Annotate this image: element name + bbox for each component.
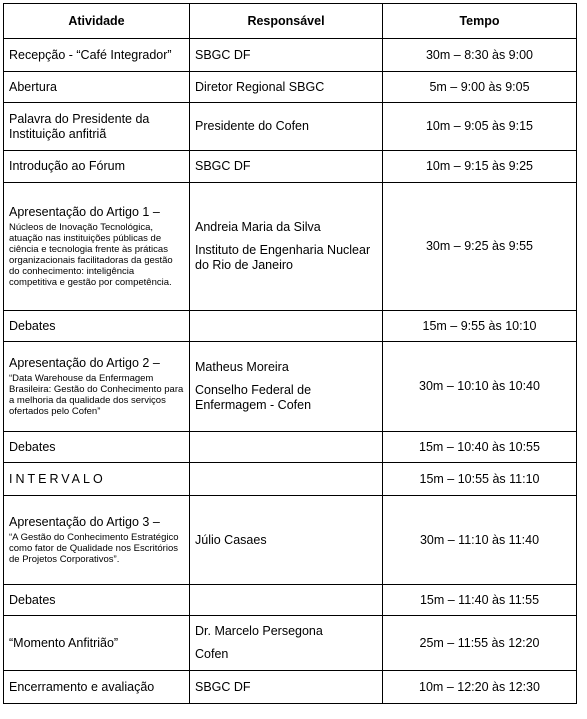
- article-subtitle: “A Gestão do Conhecimento Estratégico como fator de Qualidade nos Escritórios de Projetos Corporativos”.: [9, 532, 179, 565]
- responsible-cell: Presidente do Cofen: [190, 103, 383, 151]
- time-cell: 15m – 10:40 às 10:55: [383, 432, 577, 463]
- responsible-cell: [190, 183, 383, 311]
- presenter-name: Andreia Maria da Silva: [195, 220, 321, 234]
- time-cell: 30m – 8:30 às 9:00: [383, 39, 577, 72]
- presenter-name: Dr. Marcelo Persegona: [195, 624, 323, 638]
- activity-cell: “Momento Anfitrião”: [4, 616, 190, 671]
- responsible-cell: [190, 432, 383, 463]
- activity-cell: Palavra do Presidente da Instituição anfitriã: [4, 103, 190, 151]
- article-subtitle: “Data Warehouse da Enfermagem Brasileira: Gestão do Conhecimento para a melhoria da qualidade dos serviços ofertados pelo Cofen”: [9, 373, 184, 417]
- time-cell: 15m – 11:40 às 11:55: [383, 585, 577, 616]
- time-cell: 30m – 11:10 às 11:40: [383, 496, 577, 585]
- activity-cell: Debates: [4, 585, 190, 616]
- responsible-cell: [190, 311, 383, 342]
- table-row: [4, 342, 577, 432]
- activity-cell: Recepção - “Café Integrador”: [4, 39, 190, 72]
- header-row: [4, 4, 577, 39]
- activity-cell: Debates: [4, 432, 190, 463]
- responsible-cell: [190, 616, 383, 671]
- time-cell: 15m – 10:55 às 11:10: [383, 463, 577, 496]
- presenter-name: Matheus Moreira: [195, 360, 289, 374]
- table-row: [4, 103, 577, 151]
- table-row: [4, 496, 577, 585]
- activity-cell: Debates: [4, 311, 190, 342]
- header-atividade: Atividade: [4, 4, 190, 39]
- time-cell: 30m – 9:25 às 9:55: [383, 183, 577, 311]
- time-cell: 5m – 9:00 às 9:05: [383, 72, 577, 103]
- table-row: [4, 585, 577, 616]
- time-cell: 25m – 11:55 às 12:20: [383, 616, 577, 671]
- activity-title: Apresentação do Artigo 1 –: [9, 205, 160, 219]
- activity-cell: INTERVALO: [4, 463, 190, 496]
- table-row: [4, 72, 577, 103]
- table-row: [4, 432, 577, 463]
- activity-title: Apresentação do Artigo 3 –: [9, 515, 160, 529]
- activity-cell: [4, 342, 190, 432]
- table-row: [4, 463, 577, 496]
- responsible-cell: [190, 585, 383, 616]
- presenter-institution: Conselho Federal de Enfermagem - Cofen: [195, 383, 312, 412]
- time-cell: 15m – 9:55 às 10:10: [383, 311, 577, 342]
- activity-cell: [4, 496, 190, 585]
- responsible-cell: SBGC DF: [190, 671, 383, 704]
- responsible-cell: Júlio Casaes: [190, 496, 383, 585]
- table-row: [4, 151, 577, 183]
- activity-cell: [4, 183, 190, 311]
- time-cell: 10m – 12:20 às 12:30: [383, 671, 577, 704]
- table-row: [4, 671, 577, 704]
- presenter-institution: Instituto de Engenharia Nuclear do Rio de Janeiro: [195, 243, 371, 272]
- activity-cell: Introdução ao Fórum: [4, 151, 190, 183]
- table-row: [4, 311, 577, 342]
- activity-cell: Encerramento e avaliação: [4, 671, 190, 704]
- table-row: [4, 183, 577, 311]
- responsible-cell: [190, 463, 383, 496]
- table-row: [4, 39, 577, 72]
- time-cell: 10m – 9:15 às 9:25: [383, 151, 577, 183]
- header-responsavel: Responsável: [190, 4, 383, 39]
- header-tempo: Tempo: [383, 4, 577, 39]
- presenter-institution: Cofen: [195, 647, 229, 661]
- activity-title: Apresentação do Artigo 2 –: [9, 356, 160, 370]
- activity-cell: Abertura: [4, 72, 190, 103]
- responsible-cell: Diretor Regional SBGC: [190, 72, 383, 103]
- responsible-cell: [190, 342, 383, 432]
- schedule-table: [3, 3, 577, 704]
- article-subtitle: Núcleos de Inovação Tecnológica, atuação nas instituições públicas de ciência e tecnologia frente às práticas organizacionais facilitadoras da gestão do conhecimento: inteligência competitiva e gestão por competência.: [9, 222, 173, 288]
- responsible-cell: SBGC DF: [190, 39, 383, 72]
- table-row: [4, 616, 577, 671]
- time-cell: 10m – 9:05 às 9:15: [383, 103, 577, 151]
- time-cell: 30m – 10:10 às 10:40: [383, 342, 577, 432]
- responsible-cell: SBGC DF: [190, 151, 383, 183]
